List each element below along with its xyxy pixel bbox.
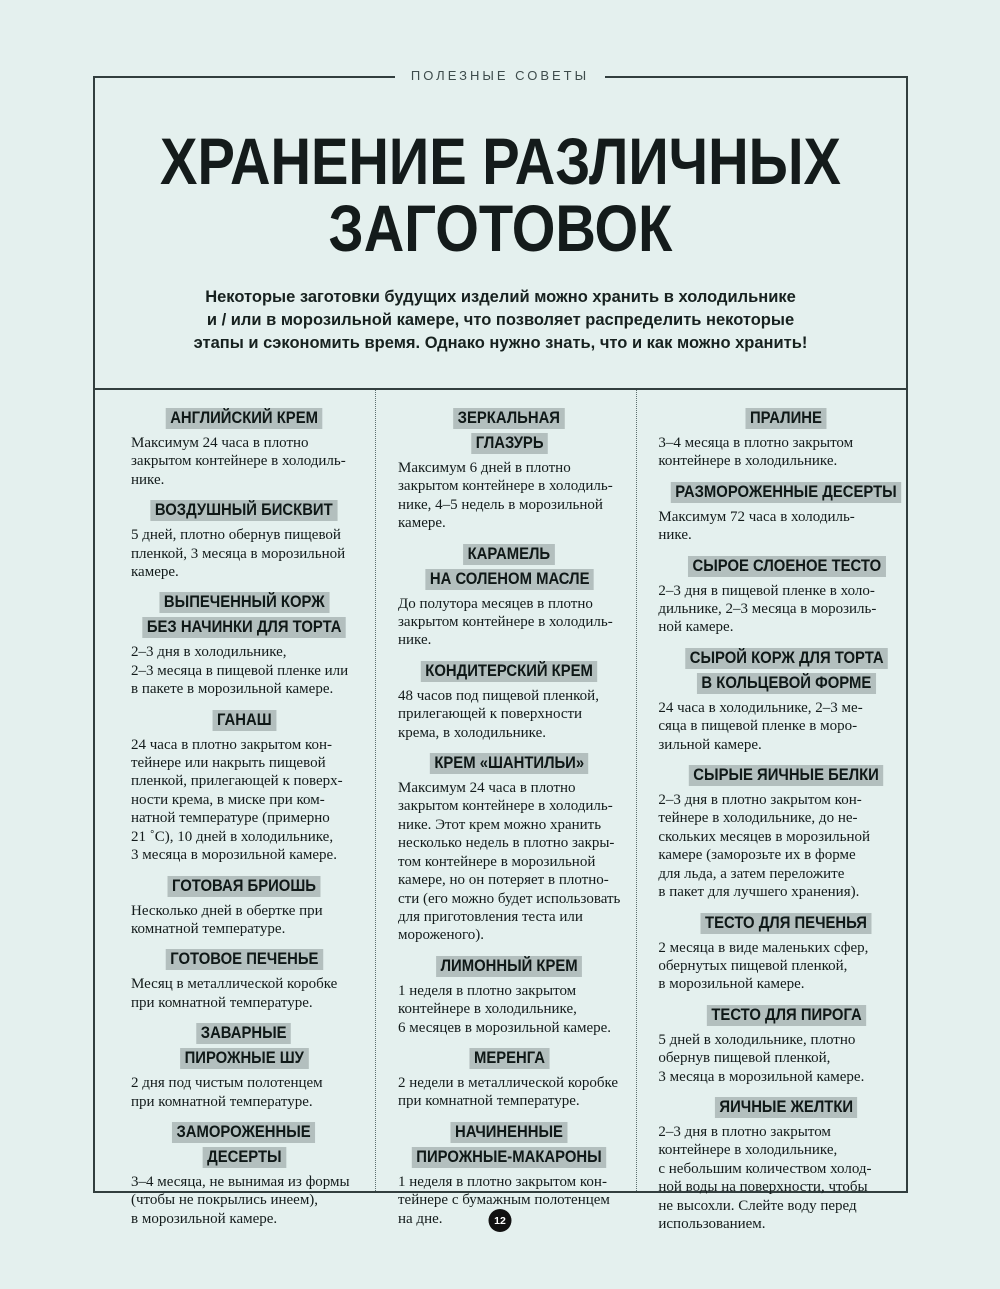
body-line: нике. Этот крем можно хранить [398,816,602,833]
storage-entry [398,659,620,742]
storage-entry [658,1003,914,1086]
heading-highlight: ПИРОЖНЫЕ-МАКАРОНЫ [412,1147,606,1168]
body-line: 1 неделя в плотно закрытом [398,982,577,999]
entry-heading-line [398,406,620,429]
body-line: контейнере в холодильнике, [398,1001,577,1018]
body-line: мороженого). [398,927,484,944]
heading-highlight: ГОТОВОЕ ПЕЧЕНЬЕ [165,949,322,970]
heading-highlight: ПИРОЖНЫЕ ШУ [180,1048,308,1069]
heading-highlight: ЗЕРКАЛЬНАЯ [454,408,565,429]
body-line: крема, в холодильнике. [398,724,546,741]
body-line: 24 часа в плотно закрытом кон- [131,736,332,753]
storage-entry [398,542,620,650]
body-line: тейнере с бумажным полотенцем [398,1192,610,1209]
heading-highlight: ЗАВАРНЫЕ [197,1023,292,1044]
body-line: нике, 4–5 недель в морозильной [398,496,603,513]
body-line: 2–3 дня в холодильнике, [131,644,287,661]
body-line: в морозильной камере. [131,1210,278,1227]
storage-entry [131,874,357,939]
body-line: 6 месяцев в морозильной камере. [398,1019,612,1036]
body-line: контейнере в холодильнике. [658,453,838,470]
body-line: при комнатной температуре. [131,994,313,1011]
body-line: комнатной температуре. [131,920,286,937]
entry-heading-line [131,1046,357,1069]
body-line: 2–3 дня в плотно закрытом кон- [658,792,862,809]
heading-highlight: СЫРЫЕ ЯИЧНЫЕ БЕЛКИ [689,765,884,786]
entry-body [131,643,357,698]
body-line: том контейнере в морозильной [398,853,596,870]
heading-highlight: РАЗМОРОЖЕННЫЕ ДЕСЕРТЫ [671,482,901,503]
storage-entry [131,1021,357,1111]
body-line: ности крема, в миске при ком- [131,791,325,808]
entry-heading-line [658,554,914,577]
body-line: нике. [131,471,165,488]
entry-heading-line [131,947,357,970]
entry-heading [131,947,357,970]
body-line: 3–4 месяца, не вынимая из формы [131,1173,350,1190]
body-line: закрытом контейнере в холодиль- [398,798,613,815]
entry-body [398,459,620,533]
entry-heading-line [131,1120,357,1143]
body-line: (чтобы не покрылись инеем), [131,1192,319,1209]
entry-heading-line [658,480,914,503]
body-line: 48 часов под пищевой пленкой, [398,687,599,704]
heading-highlight: КОНДИТЕРСКИЙ КРЕМ [421,661,598,682]
entry-heading [131,406,357,429]
body-line: для льда, а затем переложите [658,865,845,882]
body-line: 3 месяца в морозильной камере. [131,847,337,864]
entry-heading [658,763,914,786]
entry-heading-line [398,751,620,774]
entry-body [658,939,914,994]
body-line: Максимум 6 дней в плотно [398,460,571,476]
running-head-label: ПОЛЕЗНЫЕ СОВЕТЫ [395,65,605,87]
entry-heading-line [131,1145,357,1168]
entry-body [131,1173,357,1228]
body-line: 2–3 дня в плотно закрытом [658,1123,831,1140]
entry-heading-line [658,406,914,429]
body-line: 1 неделя в плотно закрытом кон- [398,1173,607,1190]
body-line: на дне. [398,1210,443,1227]
body-line: скольких месяцев в морозильной [658,828,871,845]
page-title-line-1: ХРАНЕНИЕ РАЗЛИЧНЫХ [160,124,841,198]
storage-entry [658,646,914,754]
heading-highlight: ВОЗДУШНЫЙ БИСКВИТ [151,500,338,521]
entry-heading-line [658,646,914,669]
column-1 [95,390,375,1227]
body-line: обернув пищевой пленкой, [658,1050,831,1067]
storage-entry [131,708,357,865]
entry-body [398,779,620,945]
body-line: использованием. [658,1215,766,1232]
body-line: Месяц в металлической коробке [131,976,338,993]
body-line: нике. [658,527,692,544]
body-line: 24 часа в холодильнике, 2–3 ме- [658,699,863,716]
page-number: 12 [494,1214,506,1227]
entry-heading-line [131,590,357,613]
storage-entry [658,763,914,901]
body-line: Максимум 24 часа в плотно [398,780,576,797]
entry-body [398,1074,620,1111]
body-line: нике. [398,632,432,649]
body-line: натной температуре (примерно [131,810,330,827]
body-line: тейнере в холодильнике, до не- [658,810,858,827]
heading-highlight: НА СОЛЕНОМ МАСЛЕ [425,569,594,590]
entry-heading-line [398,1145,620,1168]
entry-heading [398,406,620,454]
body-line: при комнатной температуре. [131,1093,313,1110]
storage-entry [131,590,357,698]
body-line: не высохли. Слейте воду перед [658,1197,857,1214]
entry-heading-line [131,406,357,429]
heading-highlight: БЕЗ НАЧИНКИ ДЛЯ ТОРТА [142,617,346,638]
body-line: с небольшим количеством холод- [658,1160,872,1177]
storage-entry [658,406,914,471]
body-line: 5 дней, плотно обернув пищевой [131,527,341,544]
entry-heading-line [131,615,357,638]
body-line: прилегающей к поверхности [398,706,583,723]
storage-entry [658,480,914,545]
body-line: обернутых пищевой пленкой, [658,957,848,974]
entry-heading [658,646,914,694]
entry-heading-line [658,763,914,786]
body-line: ной воды на поверхности, чтобы [658,1179,868,1196]
page-number-badge [489,1209,512,1232]
entry-body [658,582,914,637]
heading-highlight: В КОЛЬЦЕВОЙ ФОРМЕ [697,673,876,694]
body-line: пленкой, прилегающей к поверх- [131,773,343,790]
heading-highlight: МЕРЕНГА [469,1048,549,1069]
body-line: камере, но он потеряет в плотно- [398,872,609,889]
body-line: Максимум 72 часа в холодиль- [658,508,855,525]
heading-highlight: ТЕСТО ДЛЯ ПЕЧЕНЬЯ [701,913,872,934]
storage-entry [131,406,357,489]
storage-entry [658,554,914,637]
entry-heading-line [131,874,357,897]
entry-body [131,902,357,939]
entry-heading [658,554,914,577]
body-line: пленкой, 3 месяца в морозильной [131,545,346,562]
heading-highlight: ГОТОВАЯ БРИОШЬ [168,876,321,897]
entry-heading [398,751,620,774]
entry-body [398,687,620,742]
entry-heading [658,1095,914,1118]
entry-heading [398,542,620,590]
entry-heading [131,708,357,731]
page-title-line-2: ЗАГОТОВОК [328,191,673,265]
entry-heading-line [398,542,620,565]
entry-heading [131,1021,357,1069]
heading-highlight: ТЕСТО ДЛЯ ПИРОГА [707,1005,866,1026]
running-head [0,65,1000,87]
storage-entry [398,1046,620,1111]
heading-highlight: СЫРОЙ КОРЖ ДЛЯ ТОРТА [685,648,888,669]
entry-heading-line [658,1003,914,1026]
body-line: в пакете в морозильной камере. [131,681,334,698]
body-line: закрытом контейнере в холодиль- [398,478,613,495]
entry-heading [398,1046,620,1069]
body-line: закрытом контейнере в холодиль- [131,453,346,470]
entry-heading [131,590,357,638]
storage-entry [131,498,357,581]
entry-body [658,699,914,754]
entry-heading-line [398,659,620,682]
body-line: 3 месяца в морозильной камере. [658,1068,865,1085]
entry-heading-line [658,1095,914,1118]
entry-heading [131,874,357,897]
storage-entry [398,954,620,1037]
body-line: при комнатной температуре. [398,1093,580,1110]
entry-body [658,1031,914,1086]
storage-entry [398,751,620,945]
entry-heading [131,1120,357,1168]
storage-entry [398,406,620,533]
body-line: Максимум 24 часа в плотно [131,435,309,451]
entry-heading [658,480,914,503]
body-line: тейнере или накрыть пищевой [131,755,326,772]
heading-highlight: ЯИЧНЫЕ ЖЕЛТКИ [715,1097,858,1118]
body-line: камере (заморозьте их в форме [658,847,856,864]
entry-heading-line [131,498,357,521]
entry-body [658,791,914,901]
body-line: ной камере. [658,619,734,636]
storage-entry [658,911,914,994]
storage-entry [131,947,357,1012]
body-line: дильнике, 2–3 месяца в морозиль- [658,601,877,618]
body-line: 2–3 дня в пищевой пленке в холо- [658,582,875,599]
entry-heading [398,954,620,977]
entry-body [398,595,620,650]
entry-body [658,1123,914,1233]
heading-highlight: АНГЛИЙСКИЙ КРЕМ [166,408,323,429]
body-line: 3–4 месяца в плотно закрытом [658,435,854,451]
body-line: для приготовления теста или [398,908,583,925]
entry-heading-line [398,431,620,454]
storage-entry [131,1120,357,1228]
heading-highlight: ПРАЛИНЕ [746,408,827,429]
entry-heading-line [131,1021,357,1044]
entry-heading-line [658,911,914,934]
entry-heading-line [398,1120,620,1143]
body-line: сяца в пищевой пленке в моро- [658,718,858,735]
heading-highlight: ДЕСЕРТЫ [202,1147,285,1168]
page-title [95,78,906,265]
body-line: закрытом контейнере в холодиль- [398,614,613,631]
entry-body [131,434,357,489]
column-3 [636,390,930,1232]
heading-highlight: ГАНАШ [212,710,276,731]
entry-heading-line [131,708,357,731]
body-line: сти (его можно будет использовать [398,890,621,907]
heading-highlight: ГЛАЗУРЬ [471,433,548,454]
body-line: 2 дня под чистым полотенцем [131,1075,323,1092]
body-line: камере. [398,515,446,532]
entry-heading-line [398,567,620,590]
heading-highlight: НАЧИНЕННЫЕ [451,1122,568,1143]
body-line: Несколько дней в обертке при [131,902,323,919]
body-line: камере. [131,564,179,581]
body-line: 2–3 месяца в пищевой пленке или [131,662,349,679]
entry-heading-line [398,1046,620,1069]
heading-highlight: СЫРОЕ СЛОЕНОЕ ТЕСТО [688,556,886,577]
entry-body [398,982,620,1037]
entry-heading [658,406,914,429]
entry-heading [658,1003,914,1026]
body-line: зильной камере. [658,736,762,753]
entry-body [131,526,357,581]
intro-line: и / или в морозильной камере, что позволяет распределить некоторые [206,311,795,329]
entry-body [131,975,357,1012]
heading-highlight: ВЫПЕЧЕННЫЙ КОРЖ [159,592,329,613]
entry-heading [398,1120,620,1168]
entry-heading [398,659,620,682]
entry-body [658,508,914,545]
heading-highlight: КАРАМЕЛЬ [463,544,554,565]
entry-body [658,434,914,471]
heading-highlight: КРЕМ «ШАНТИЛЬИ» [430,753,589,774]
body-line: в пакет для лучшего хранения). [658,884,860,901]
entry-heading [131,498,357,521]
storage-entry [398,1120,620,1228]
entry-heading-line [658,671,914,694]
body-line: 2 недели в металлической коробке [398,1074,619,1091]
entry-heading [658,911,914,934]
heading-highlight: ЗАМОРОЖЕННЫЕ [172,1122,315,1143]
intro-line: этапы и сэкономить время. Однако нужно знать, что и как можно хранить! [193,334,808,352]
heading-highlight: ЛИМОННЫЙ КРЕМ [436,956,582,977]
entry-body [131,1074,357,1111]
body-line: 5 дней в холодильнике, плотно [658,1031,856,1048]
body-line: в морозильной камере. [658,976,805,993]
body-line: 21 ˚С), 10 дней в холодильнике, [131,828,334,845]
body-line: контейнере в холодильнике, [658,1142,838,1159]
entry-heading-line [398,954,620,977]
storage-entry [658,1095,914,1233]
entry-body [131,736,357,865]
body-line: До полутора месяцев в плотно [398,595,593,612]
body-line: несколько недель в плотно закры- [398,835,615,852]
body-line: 2 месяца в виде маленьких сфер, [658,939,869,956]
intro-paragraph [95,286,906,355]
intro-line: Некоторые заготовки будущих изделий можно хранить в холодильнике [205,288,796,306]
